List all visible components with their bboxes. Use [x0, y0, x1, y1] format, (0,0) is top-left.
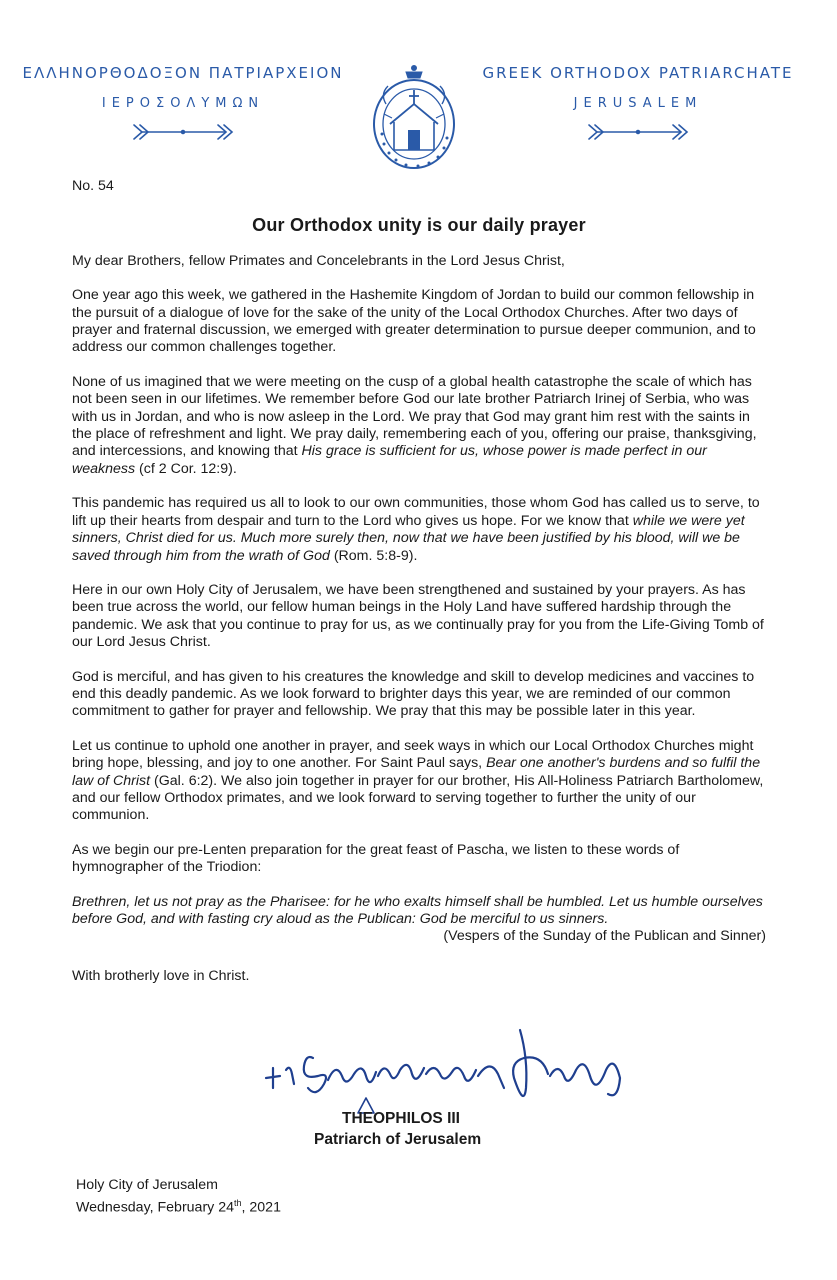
date-text: Wednesday, February 24: [76, 1199, 234, 1216]
paragraph-6: [72, 738, 766, 825]
letterhead-english-line2: JERUSALEM: [573, 96, 703, 111]
patriarchate-seal: [370, 64, 458, 170]
salutation: My dear Brothers, fellow Primates and Concelebrants in the Lord Jesus Christ,: [72, 252, 565, 269]
hymn-quote: [72, 894, 766, 929]
ornament-icon: [583, 121, 693, 143]
document-number: No. 54: [72, 178, 114, 194]
date-ordinal: th: [234, 1198, 242, 1208]
paragraph-6-quote: Bear one another's burdens and so fulfil the law of Christ: [72, 755, 761, 789]
paragraph-3-ref: (Rom. 5:8-9).: [329, 547, 418, 564]
date-year: , 2021: [241, 1199, 281, 1216]
signatory-title: Patriarch of Jerusalem: [314, 1131, 482, 1148]
paragraph-3: [72, 495, 766, 565]
paragraph-3-text: This pandemic has required us all to look to our own communities, those whom God has called us to serve, to lift up their hearts from despair and turn to the Lord who gives us hope. For we know that: [72, 495, 760, 529]
paragraph-6-rest: (Gal. 6:2). We also join together in prayer for our brother, His All-Holiness Patriarch Bartholomew, and our fellow Orthodox primates, and we look forward to serving together to further the unity of our communion.: [72, 772, 764, 824]
hymn-quote-text: Brethren, let us not pray as the Pharisee: for he who exalts himself shall be humbled. Let us humble ourselves before God, and with fasting cry aloud as the Publican: God be merciful to us sinners.: [72, 893, 763, 927]
paragraph-2-text: None of us imagined that we were meeting on the cusp of a global health catastrophe the scale of which has not been seen in our lifetimes. We remember before God our late brother Patriarch Irinej of Serbia, who was with us in Jordan, and who is now asleep in the Lord. We pray that God may grant him rest with the saints in the place of refreshment and light. We pray daily, remembering each of you, offering our praise, thanksgiving, and intercessions, and knowing that: [72, 373, 757, 460]
document-title: Our Orthodox unity is our daily prayer: [252, 215, 586, 236]
paragraph-5: God is merciful, and has given to his creatures the knowledge and skill to develop medicines and vaccines to end this deadly pandemic. As we look forward to brighter days this year, we are reminded of our common commitment to gather for prayer and fellowship. We pray that this may be possible later in this year.: [72, 668, 755, 720]
paragraph-1: One year ago this week, we gathered in the Hashemite Kingdom of Jordan to build our common fellowship in the pursuit of a dialogue of love for the sake of the unity of the Local Orthodox Churches. After two days of prayer and fraternal discussion, we emerged with greater determination to pursue deeper communion, and to address our common challenges together.: [72, 287, 756, 356]
letter-body: [72, 178, 766, 985]
letterhead-english: [468, 64, 808, 143]
signatory-name: THEOPHILOS III: [342, 1110, 460, 1127]
paragraph-6-text: Let us continue to uphold one another in prayer, and seek ways in which our Local Orthodox Churches might bring hope, blessing, and joy to one another. For Saint Paul says,: [72, 737, 754, 772]
paragraph-2-quote: His grace is sufficient for us, whose power is made perfect in our weakness: [72, 443, 707, 477]
paragraph-2-ref: (cf 2 Cor. 12:9).: [135, 460, 237, 477]
letterhead-english-line1: GREEK ORTHODOX PATRIARCHATE: [482, 64, 794, 82]
paragraph-3-quote: while we were yet sinners, Christ died for us. Much more surely then, now that we have been justified by his blood, will we be saved through him from the wrath of God: [72, 512, 745, 564]
hymn-quote-source: (Vespers of the Sunday of the Publican and Sinner): [443, 928, 766, 945]
date-line: [76, 1194, 281, 1217]
footer: [76, 1176, 281, 1217]
letterhead: [0, 0, 837, 175]
ornament-icon: [128, 121, 238, 143]
closing-line: With brotherly love in Christ.: [72, 967, 250, 984]
place-line: Holy City of Jerusalem: [76, 1177, 218, 1193]
letterhead-greek: [18, 64, 348, 143]
letterhead-greek-line1: ΕΛΛΗΝΟΡΘΟΔΟΞΟΝ ΠΑΤΡΙΑΡΧΕΙΟΝ: [22, 64, 344, 82]
paragraph-7: As we begin our pre-Lenten preparation for the great feast of Pascha, we listen to these words of hymnographer of the Triodion:: [72, 841, 680, 876]
paragraph-2: [72, 374, 766, 478]
letterhead-greek-line2: ΙΕΡΟΣΟΛΥΜΩΝ: [101, 96, 265, 111]
paragraph-4: Here in our own Holy City of Jerusalem, we have been strengthened and sustained by your prayers. As has been true across the world, our fellow human beings in the Holy Land have suffered hardship through the pandemic. We ask that you continue to pray for us, as we continually pray for you from the Life-Giving Tomb of our Lord Jesus Christ.: [72, 581, 764, 651]
seal-icon: [370, 64, 458, 170]
